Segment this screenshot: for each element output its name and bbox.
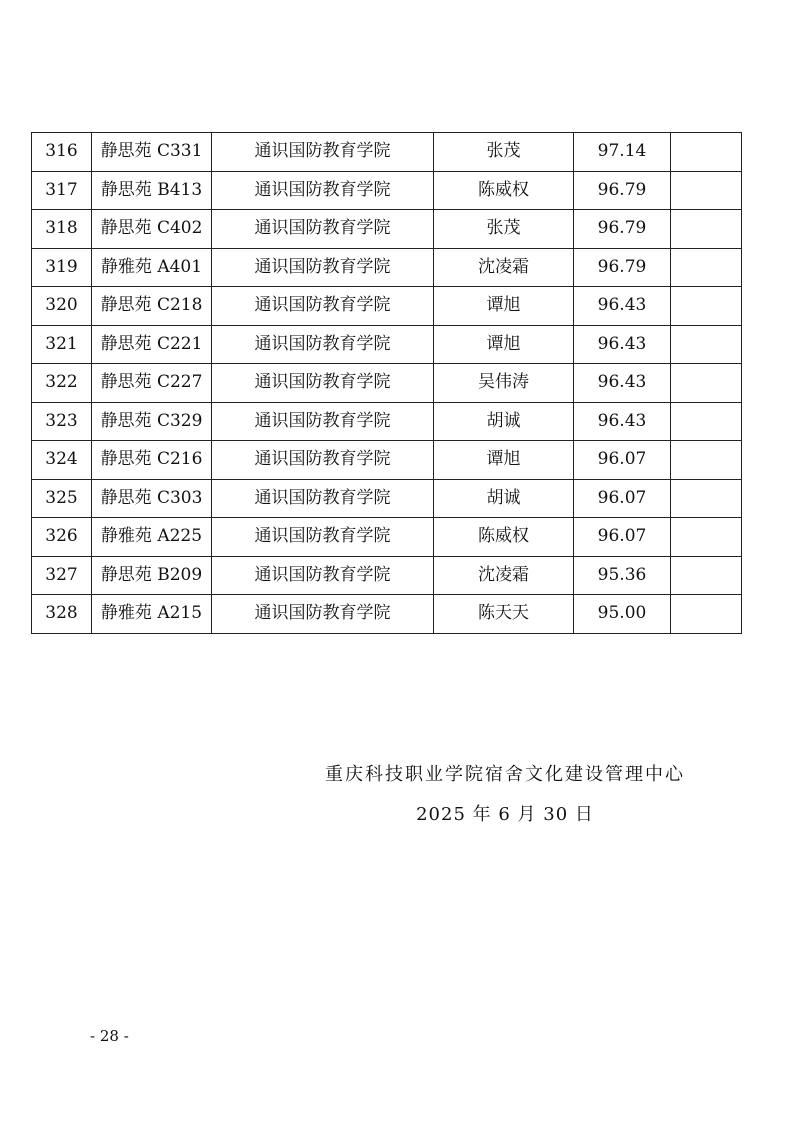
table-row <box>32 364 742 403</box>
row-number-cell: 323 <box>32 402 92 441</box>
note-cell <box>671 402 742 441</box>
score-cell: 96.43 <box>574 287 671 326</box>
note-cell <box>671 441 742 480</box>
dorm-room-cell: 静思苑 C329 <box>92 402 212 441</box>
college-cell: 通识国防教育学院 <box>212 171 434 210</box>
advisor-cell: 张茂 <box>434 133 574 172</box>
row-number-cell: 325 <box>32 479 92 518</box>
college-cell: 通识国防教育学院 <box>212 248 434 287</box>
advisor-cell: 陈威权 <box>434 518 574 557</box>
advisor-cell: 谭旭 <box>434 287 574 326</box>
dorm-room-cell: 静雅苑 A225 <box>92 518 212 557</box>
college-cell: 通识国防教育学院 <box>212 518 434 557</box>
note-cell <box>671 595 742 634</box>
score-cell: 95.36 <box>574 556 671 595</box>
college-cell: 通识国防教育学院 <box>212 402 434 441</box>
score-cell: 96.79 <box>574 210 671 249</box>
college-cell: 通识国防教育学院 <box>212 133 434 172</box>
advisor-cell: 张茂 <box>434 210 574 249</box>
college-cell: 通识国防教育学院 <box>212 287 434 326</box>
table-row <box>32 556 742 595</box>
row-number-cell: 322 <box>32 364 92 403</box>
advisor-cell: 谭旭 <box>434 441 574 480</box>
score-cell: 96.07 <box>574 479 671 518</box>
dormitory-score-table <box>31 132 742 634</box>
dorm-room-cell: 静雅苑 A401 <box>92 248 212 287</box>
note-cell <box>671 364 742 403</box>
score-cell: 96.43 <box>574 402 671 441</box>
dorm-room-cell: 静思苑 C303 <box>92 479 212 518</box>
table-row <box>32 595 742 634</box>
score-cell: 95.00 <box>574 595 671 634</box>
row-number-cell: 317 <box>32 171 92 210</box>
row-number-cell: 324 <box>32 441 92 480</box>
dorm-room-cell: 静思苑 C331 <box>92 133 212 172</box>
note-cell <box>671 210 742 249</box>
note-cell <box>671 479 742 518</box>
issue-date: 2025 年 6 月 30 日 <box>416 804 594 825</box>
advisor-cell: 胡诚 <box>434 479 574 518</box>
college-cell: 通识国防教育学院 <box>212 325 434 364</box>
row-number-cell: 318 <box>32 210 92 249</box>
score-cell: 97.14 <box>574 133 671 172</box>
row-number-cell: 320 <box>32 287 92 326</box>
dorm-room-cell: 静思苑 B413 <box>92 171 212 210</box>
table-row <box>32 479 742 518</box>
note-cell <box>671 518 742 557</box>
score-cell: 96.79 <box>574 171 671 210</box>
row-number-cell: 326 <box>32 518 92 557</box>
note-cell <box>671 248 742 287</box>
advisor-cell: 沈凌霜 <box>434 556 574 595</box>
note-cell <box>671 325 742 364</box>
row-number-cell: 316 <box>32 133 92 172</box>
note-cell <box>671 287 742 326</box>
dorm-room-cell: 静思苑 C402 <box>92 210 212 249</box>
advisor-cell: 胡诚 <box>434 402 574 441</box>
advisor-cell: 吴伟涛 <box>434 364 574 403</box>
dorm-room-cell: 静思苑 C216 <box>92 441 212 480</box>
table-row <box>32 441 742 480</box>
table-row <box>32 171 742 210</box>
table-row <box>32 133 742 172</box>
dorm-room-cell: 静思苑 B209 <box>92 556 212 595</box>
table-row <box>32 248 742 287</box>
table-row <box>32 402 742 441</box>
note-cell <box>671 556 742 595</box>
table-row <box>32 210 742 249</box>
score-cell: 96.07 <box>574 518 671 557</box>
advisor-cell: 陈天天 <box>434 595 574 634</box>
score-cell: 96.79 <box>574 248 671 287</box>
advisor-cell: 沈凌霜 <box>434 248 574 287</box>
college-cell: 通识国防教育学院 <box>212 364 434 403</box>
row-number-cell: 328 <box>32 595 92 634</box>
issuing-organization: 重庆科技职业学院宿舍文化建设管理中心 <box>325 764 685 785</box>
row-number-cell: 319 <box>32 248 92 287</box>
advisor-cell: 陈威权 <box>434 171 574 210</box>
table-row <box>32 287 742 326</box>
dorm-room-cell: 静雅苑 A215 <box>92 595 212 634</box>
dorm-room-cell: 静思苑 C227 <box>92 364 212 403</box>
page-number: - 28 - <box>90 1027 129 1045</box>
college-cell: 通识国防教育学院 <box>212 595 434 634</box>
row-number-cell: 327 <box>32 556 92 595</box>
note-cell <box>671 133 742 172</box>
table-body <box>32 133 742 634</box>
table-row <box>32 325 742 364</box>
score-cell: 96.07 <box>574 441 671 480</box>
table-row <box>32 518 742 557</box>
college-cell: 通识国防教育学院 <box>212 556 434 595</box>
dorm-room-cell: 静思苑 C221 <box>92 325 212 364</box>
college-cell: 通识国防教育学院 <box>212 441 434 480</box>
row-number-cell: 321 <box>32 325 92 364</box>
dorm-room-cell: 静思苑 C218 <box>92 287 212 326</box>
advisor-cell: 谭旭 <box>434 325 574 364</box>
score-cell: 96.43 <box>574 325 671 364</box>
college-cell: 通识国防教育学院 <box>212 210 434 249</box>
note-cell <box>671 171 742 210</box>
college-cell: 通识国防教育学院 <box>212 479 434 518</box>
score-cell: 96.43 <box>574 364 671 403</box>
